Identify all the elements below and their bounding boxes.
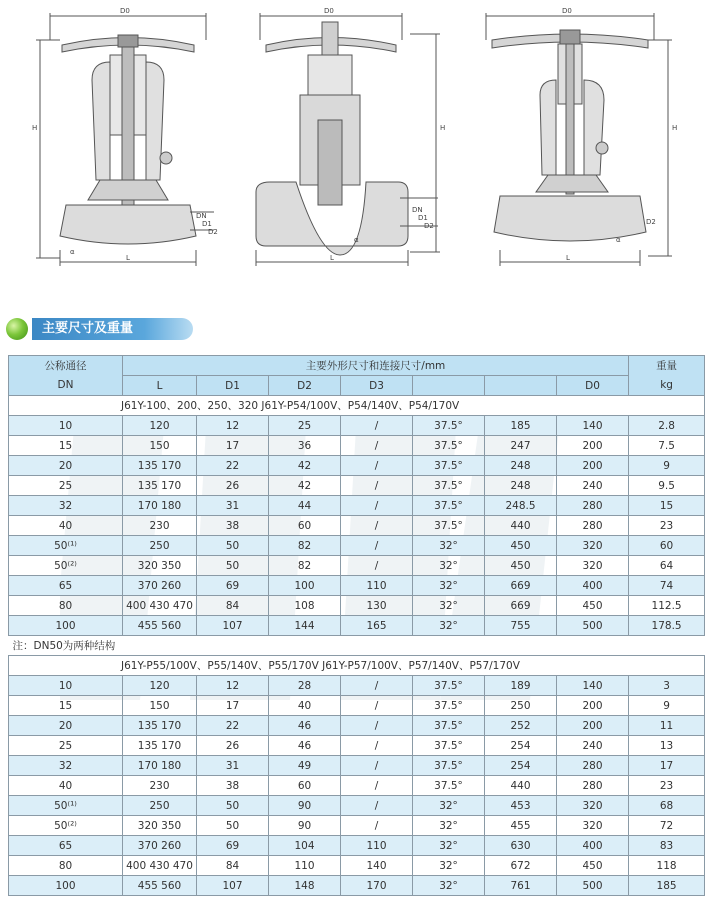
- cell-h: 450: [485, 536, 557, 556]
- cell-d3: /: [341, 776, 413, 796]
- cell-d3: /: [341, 496, 413, 516]
- section-title-text: 主要尺寸及重量: [32, 318, 193, 340]
- cell-d1: 17: [197, 696, 269, 716]
- cell-alpha: 32°: [413, 836, 485, 856]
- cell-h: 761: [485, 876, 557, 896]
- cell-d1: 107: [197, 876, 269, 896]
- col-d0: D0: [557, 376, 629, 396]
- cell-alpha: 37.5°: [413, 676, 485, 696]
- cell-d2: 36: [269, 436, 341, 456]
- group2-model: J61Y-P55/100V、P55/140V、P55/170V J61Y-P57/100V、P57/140V、P57/170V: [9, 656, 705, 676]
- label-l-a: L: [126, 254, 130, 262]
- cell-l: 400 430 470: [123, 856, 197, 876]
- cell-l: 135 170: [123, 716, 197, 736]
- cell-weight: 9.5: [629, 476, 705, 496]
- cell-d2: 108: [269, 596, 341, 616]
- cell-l: 230: [123, 516, 197, 536]
- cell-l: 320 350: [123, 556, 197, 576]
- cell-weight: 72: [629, 816, 705, 836]
- cell-dn: 15: [9, 696, 123, 716]
- cell-d2: 60: [269, 776, 341, 796]
- cell-weight: 112.5: [629, 596, 705, 616]
- cell-dn: 10: [9, 676, 123, 696]
- cell-alpha: 32°: [413, 876, 485, 896]
- cell-d0: 200: [557, 716, 629, 736]
- table-row: [9, 836, 705, 856]
- cell-d0: 240: [557, 736, 629, 756]
- cell-d1: 12: [197, 676, 269, 696]
- valve-drawings: [0, 0, 708, 290]
- cell-dn: 80: [9, 596, 123, 616]
- dimension-table: [8, 355, 705, 896]
- cell-d1: 17: [197, 436, 269, 456]
- label-d0-b: D0: [324, 7, 334, 15]
- cell-d3: /: [341, 436, 413, 456]
- valve-drawing-right: [486, 13, 672, 266]
- cell-l: 320 350: [123, 816, 197, 836]
- cell-weight: 68: [629, 796, 705, 816]
- group1-model: J61Y-100、200、250、320 J61Y-P54/100V、P54/140V、P54/170V: [9, 396, 705, 416]
- cell-d2: 82: [269, 556, 341, 576]
- cell-d1: 22: [197, 716, 269, 736]
- table-row: [9, 816, 705, 836]
- cell-d1: 50: [197, 796, 269, 816]
- cell-d0: 320: [557, 796, 629, 816]
- label-dn-b: DN: [412, 206, 423, 214]
- cell-d1: 38: [197, 776, 269, 796]
- cell-d3: /: [341, 476, 413, 496]
- cell-dn: 25: [9, 736, 123, 756]
- table-row: [9, 676, 705, 696]
- cell-weight: 11: [629, 716, 705, 736]
- cell-d2: 104: [269, 836, 341, 856]
- cell-l: 455 560: [123, 616, 197, 636]
- cell-d1: 69: [197, 576, 269, 596]
- cell-l: 135 170: [123, 456, 197, 476]
- cell-h: 440: [485, 516, 557, 536]
- cell-l: 250: [123, 796, 197, 816]
- label-h-c: H: [672, 124, 678, 132]
- cell-dn: 50⁽¹⁾: [9, 536, 123, 556]
- cell-weight: 17: [629, 756, 705, 776]
- table-row: [9, 596, 705, 616]
- cell-alpha: 37.5°: [413, 436, 485, 456]
- cell-alpha: 37.5°: [413, 416, 485, 436]
- cell-d3: 110: [341, 836, 413, 856]
- table-row: [9, 876, 705, 896]
- cell-d2: 46: [269, 716, 341, 736]
- cell-alpha: 32°: [413, 796, 485, 816]
- cell-alpha: 32°: [413, 556, 485, 576]
- cell-weight: 23: [629, 516, 705, 536]
- cell-alpha: 37.5°: [413, 456, 485, 476]
- cell-d0: 280: [557, 496, 629, 516]
- cell-d1: 26: [197, 476, 269, 496]
- cell-l: 370 260: [123, 836, 197, 856]
- cell-weight: 7.5: [629, 436, 705, 456]
- cell-d3: /: [341, 516, 413, 536]
- table-row: [9, 456, 705, 476]
- col-alpha: [413, 376, 485, 396]
- cell-dn: 10: [9, 416, 123, 436]
- cell-d1: 50: [197, 556, 269, 576]
- cell-h: 455: [485, 816, 557, 836]
- cell-dn: 50⁽¹⁾: [9, 796, 123, 816]
- label-alpha-c: α: [616, 236, 621, 244]
- cell-d2: 46: [269, 736, 341, 756]
- cell-alpha: 32°: [413, 816, 485, 836]
- label-d0-c: D0: [562, 7, 572, 15]
- cell-h: 250: [485, 696, 557, 716]
- cell-d0: 320: [557, 816, 629, 836]
- cell-d3: 110: [341, 576, 413, 596]
- label-d2-a: D2: [208, 228, 218, 236]
- valve-drawing-section-middle: [256, 13, 440, 266]
- cell-d3: /: [341, 416, 413, 436]
- cell-alpha: 32°: [413, 536, 485, 556]
- cell-weight: 15: [629, 496, 705, 516]
- cell-d2: 90: [269, 816, 341, 836]
- label-d2-b: D2: [424, 222, 434, 230]
- cell-weight: 178.5: [629, 616, 705, 636]
- label-alpha-a: α: [70, 248, 75, 256]
- cell-d1: 107: [197, 616, 269, 636]
- cell-d3: /: [341, 716, 413, 736]
- label-d0-a: D0: [120, 7, 130, 15]
- cell-d1: 84: [197, 596, 269, 616]
- cell-d1: 31: [197, 756, 269, 776]
- cell-d0: 280: [557, 776, 629, 796]
- cell-d2: 25: [269, 416, 341, 436]
- col-d3: D3: [341, 376, 413, 396]
- cell-d2: 110: [269, 856, 341, 876]
- cell-alpha: 37.5°: [413, 716, 485, 736]
- cell-d1: 38: [197, 516, 269, 536]
- cell-d2: 90: [269, 796, 341, 816]
- cell-d2: 42: [269, 456, 341, 476]
- cell-h: 453: [485, 796, 557, 816]
- cell-d0: 280: [557, 756, 629, 776]
- weight-header: 重量: [629, 356, 705, 376]
- cell-l: 135 170: [123, 736, 197, 756]
- cell-h: 254: [485, 756, 557, 776]
- cell-d3: /: [341, 676, 413, 696]
- cell-d1: 12: [197, 416, 269, 436]
- header-row-1: [9, 356, 705, 376]
- cell-weight: 13: [629, 736, 705, 756]
- label-l-c: L: [566, 254, 570, 262]
- cell-d1: 50: [197, 816, 269, 836]
- col-d1: D1: [197, 376, 269, 396]
- cell-d1: 26: [197, 736, 269, 756]
- col-l: L: [123, 376, 197, 396]
- cell-d0: 450: [557, 596, 629, 616]
- table-row: [9, 736, 705, 756]
- cell-weight: 83: [629, 836, 705, 856]
- cell-d0: 320: [557, 556, 629, 576]
- cell-d0: 500: [557, 876, 629, 896]
- cell-d2: 28: [269, 676, 341, 696]
- cell-h: 450: [485, 556, 557, 576]
- table-row: [9, 556, 705, 576]
- cell-h: 672: [485, 856, 557, 876]
- cell-h: 248.5: [485, 496, 557, 516]
- cell-h: 669: [485, 576, 557, 596]
- header-row-2: [9, 376, 705, 396]
- col-d2: D2: [269, 376, 341, 396]
- cell-l: 170 180: [123, 756, 197, 776]
- cell-alpha: 32°: [413, 596, 485, 616]
- cell-weight: 23: [629, 776, 705, 796]
- cell-dn: 65: [9, 836, 123, 856]
- cell-d3: 165: [341, 616, 413, 636]
- cell-alpha: 32°: [413, 856, 485, 876]
- cell-h: 440: [485, 776, 557, 796]
- table-row: [9, 716, 705, 736]
- cell-dn: 32: [9, 496, 123, 516]
- cell-d2: 49: [269, 756, 341, 776]
- table-row: [9, 416, 705, 436]
- cell-d3: 170: [341, 876, 413, 896]
- table-row: [9, 856, 705, 876]
- cell-d3: /: [341, 536, 413, 556]
- cell-dn: 25: [9, 476, 123, 496]
- cell-alpha: 37.5°: [413, 696, 485, 716]
- cell-weight: 9: [629, 456, 705, 476]
- cell-d0: 200: [557, 456, 629, 476]
- label-h-a: H: [32, 124, 38, 132]
- label-l-b: L: [330, 254, 334, 262]
- cell-d0: 400: [557, 576, 629, 596]
- cell-h: 254: [485, 736, 557, 756]
- label-d1-b: D1: [418, 214, 428, 222]
- cell-l: 150: [123, 436, 197, 456]
- cell-l: 120: [123, 676, 197, 696]
- group2-model-row: [9, 656, 705, 676]
- cell-alpha: 37.5°: [413, 516, 485, 536]
- table-row: [9, 436, 705, 456]
- table-row: [9, 476, 705, 496]
- cell-h: 247: [485, 436, 557, 456]
- cell-d1: 50: [197, 536, 269, 556]
- valve-drawing-front-left: [36, 13, 214, 266]
- dn-header: 公称通径: [9, 356, 123, 376]
- label-d2-c: D2: [646, 218, 656, 226]
- cell-l: 150: [123, 696, 197, 716]
- cell-weight: 64: [629, 556, 705, 576]
- cell-d0: 500: [557, 616, 629, 636]
- cell-d0: 200: [557, 696, 629, 716]
- cell-h: 189: [485, 676, 557, 696]
- cell-d0: 400: [557, 836, 629, 856]
- cell-dn: 100: [9, 616, 123, 636]
- cell-d1: 22: [197, 456, 269, 476]
- label-d1-a: D1: [202, 220, 212, 228]
- group-header: 主要外形尺寸和连接尺寸/mm: [123, 356, 629, 376]
- cell-d3: /: [341, 696, 413, 716]
- cell-h: 252: [485, 716, 557, 736]
- dn-header-unit: DN: [9, 376, 123, 396]
- cell-dn: 100: [9, 876, 123, 896]
- table-row: [9, 696, 705, 716]
- cell-h: 248: [485, 456, 557, 476]
- table-row: [9, 516, 705, 536]
- note-row: [9, 636, 705, 656]
- table-row: [9, 536, 705, 556]
- cell-d0: 240: [557, 476, 629, 496]
- cell-d2: 148: [269, 876, 341, 896]
- cell-dn: 40: [9, 516, 123, 536]
- cell-d2: 42: [269, 476, 341, 496]
- cell-d0: 280: [557, 516, 629, 536]
- cell-d0: 200: [557, 436, 629, 456]
- cell-alpha: 37.5°: [413, 776, 485, 796]
- group1-model-row: [9, 396, 705, 416]
- cell-d3: 140: [341, 856, 413, 876]
- label-h-b: H: [440, 124, 446, 132]
- table-row: [9, 776, 705, 796]
- cell-h: 185: [485, 416, 557, 436]
- cell-d2: 82: [269, 536, 341, 556]
- cell-l: 135 170: [123, 476, 197, 496]
- cell-d2: 100: [269, 576, 341, 596]
- section-title: [6, 317, 193, 341]
- cell-d1: 84: [197, 856, 269, 876]
- cell-d3: /: [341, 736, 413, 756]
- weight-header-unit: kg: [629, 376, 705, 396]
- cell-weight: 118: [629, 856, 705, 876]
- cell-d2: 144: [269, 616, 341, 636]
- label-dn-a: DN: [196, 212, 207, 220]
- cell-l: 400 430 470: [123, 596, 197, 616]
- cell-d3: /: [341, 456, 413, 476]
- cell-dn: 20: [9, 716, 123, 736]
- cell-l: 230: [123, 776, 197, 796]
- cell-d0: 140: [557, 416, 629, 436]
- cell-dn: 50⁽²⁾: [9, 556, 123, 576]
- cell-d0: 140: [557, 676, 629, 696]
- cell-d1: 31: [197, 496, 269, 516]
- cell-dn: 50⁽²⁾: [9, 816, 123, 836]
- cell-dn: 20: [9, 456, 123, 476]
- cell-d3: /: [341, 756, 413, 776]
- cell-dn: 15: [9, 436, 123, 456]
- cell-weight: 60: [629, 536, 705, 556]
- cell-weight: 9: [629, 696, 705, 716]
- cell-l: 250: [123, 536, 197, 556]
- table-row: [9, 756, 705, 776]
- col-h: [485, 376, 557, 396]
- cell-l: 370 260: [123, 576, 197, 596]
- cell-d0: 450: [557, 856, 629, 876]
- cell-alpha: 37.5°: [413, 756, 485, 776]
- cell-d3: /: [341, 556, 413, 576]
- cell-weight: 3: [629, 676, 705, 696]
- cell-l: 455 560: [123, 876, 197, 896]
- cell-h: 755: [485, 616, 557, 636]
- label-alpha-b: α: [354, 236, 359, 244]
- cell-weight: 2.8: [629, 416, 705, 436]
- cell-weight: 185: [629, 876, 705, 896]
- cell-dn: 32: [9, 756, 123, 776]
- table-note: 注：DN50为两种结构: [9, 636, 705, 656]
- cell-dn: 40: [9, 776, 123, 796]
- cell-weight: 74: [629, 576, 705, 596]
- cell-h: 630: [485, 836, 557, 856]
- table-row: [9, 496, 705, 516]
- table-row: [9, 616, 705, 636]
- cell-alpha: 37.5°: [413, 476, 485, 496]
- cell-dn: 65: [9, 576, 123, 596]
- cell-h: 669: [485, 596, 557, 616]
- cell-alpha: 32°: [413, 576, 485, 596]
- cell-d3: /: [341, 796, 413, 816]
- cell-h: 248: [485, 476, 557, 496]
- cell-alpha: 32°: [413, 616, 485, 636]
- cell-d3: 130: [341, 596, 413, 616]
- cell-d0: 320: [557, 536, 629, 556]
- cell-alpha: 37.5°: [413, 496, 485, 516]
- table-row: [9, 576, 705, 596]
- bullet-ball-icon: [6, 318, 28, 340]
- cell-d3: /: [341, 816, 413, 836]
- cell-l: 170 180: [123, 496, 197, 516]
- cell-alpha: 37.5°: [413, 736, 485, 756]
- cell-dn: 80: [9, 856, 123, 876]
- cell-d2: 44: [269, 496, 341, 516]
- cell-d2: 40: [269, 696, 341, 716]
- cell-d1: 69: [197, 836, 269, 856]
- cell-l: 120: [123, 416, 197, 436]
- table-row: [9, 796, 705, 816]
- cell-d2: 60: [269, 516, 341, 536]
